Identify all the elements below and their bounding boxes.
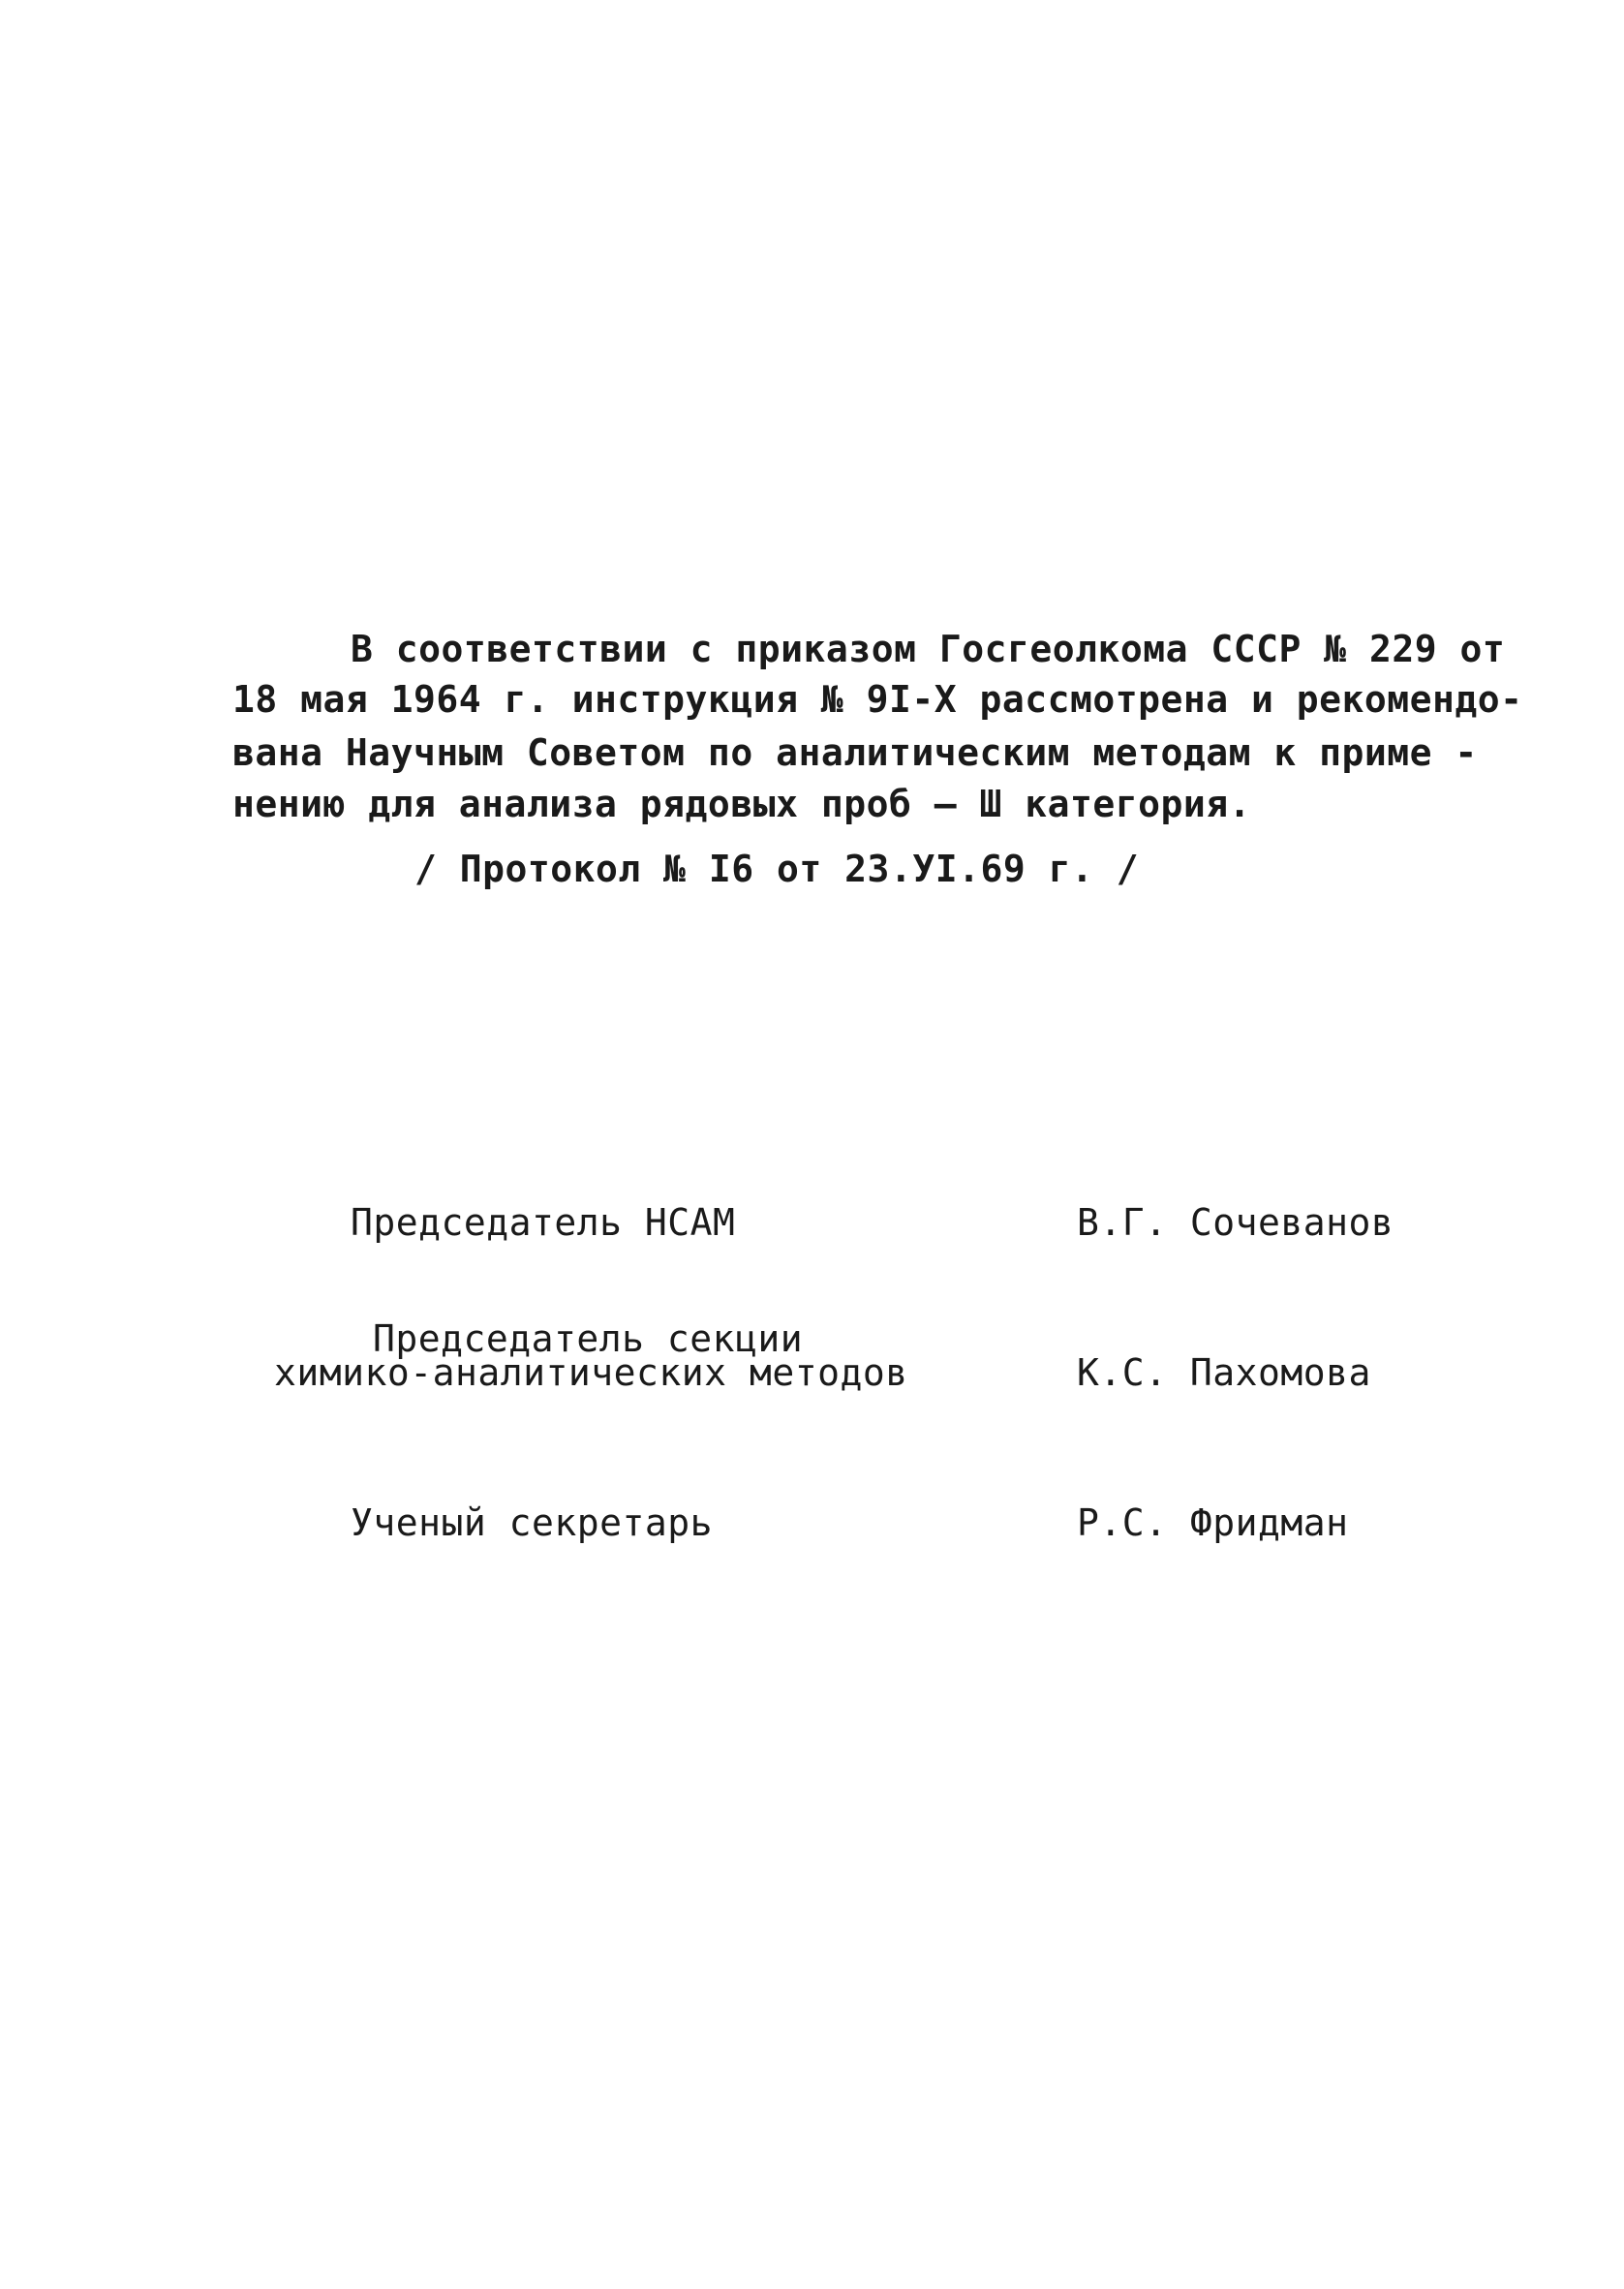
protocol-reference: / Протокол № I6 от 23.УI.69 г. / [414, 848, 1140, 890]
paragraph-line-1: В соответствии с приказом Госгеолкома СССР № 229 от [351, 628, 1506, 670]
signature-role-section-chair-line-2: химико-аналитических методов [274, 1351, 908, 1394]
signature-name-secretary: Р.С. Фридман [1077, 1501, 1349, 1544]
signature-role-secretary: Ученый секретарь [351, 1501, 714, 1544]
signature-name-chair: В.Г. Сочеванов [1077, 1201, 1394, 1244]
paragraph-line-4: нению для анализа рядовых проб – Ш категория. [232, 783, 1252, 825]
signature-role-chair: Председатель НСАМ [351, 1201, 736, 1244]
paragraph-line-2: 18 мая 1964 г. инструкция № 9I-Х рассмотрена и рекомендо- [232, 678, 1523, 721]
signature-role-section-chair-line-1: Председатель секции [373, 1317, 804, 1360]
signature-name-section-chair: К.С. Пахомова [1077, 1351, 1371, 1394]
paragraph-line-3: вана Научным Советом по аналитическим методам к приме - [232, 731, 1478, 774]
